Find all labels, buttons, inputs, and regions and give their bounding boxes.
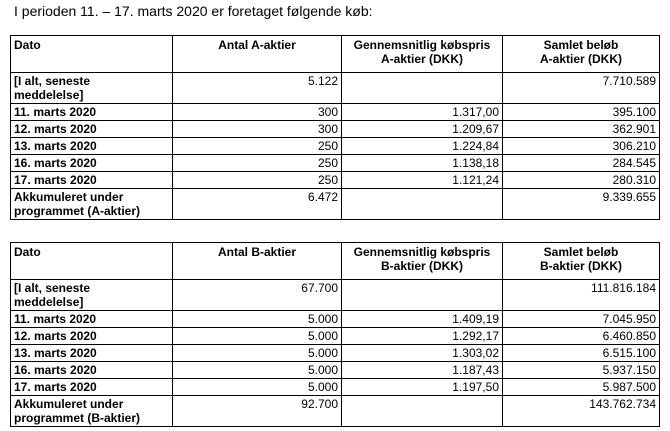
accumulated-shares: 92.700 (173, 396, 342, 427)
row-shares: 250 (173, 155, 342, 172)
accumulated-label-line1: Akkumuleret under (14, 397, 124, 411)
row-shares: 300 (173, 121, 342, 138)
prior-total-label-line2: meddelelse] (14, 295, 84, 309)
row-total-amount: 284.545 (503, 155, 660, 172)
prior-total-label (11, 73, 173, 104)
row-shares: 5.000 (173, 379, 342, 396)
row-total-amount: 7.045.950 (503, 311, 660, 328)
table-row (11, 328, 660, 345)
header-row (11, 36, 660, 73)
row-date: 16. marts 2020 (11, 362, 173, 379)
row-date: 17. marts 2020 (11, 379, 173, 396)
row-total-amount: 6.515.100 (503, 345, 660, 362)
prior-total-label-line1: [I alt, seneste (14, 74, 91, 88)
header-date: Dato (11, 36, 173, 73)
prior-total-row (11, 280, 660, 311)
accumulated-total-row (11, 189, 660, 220)
row-total-amount: 362.901 (503, 121, 660, 138)
header-average-price (342, 36, 503, 73)
row-average-price: 1.224,84 (342, 138, 503, 155)
prior-total-shares: 67.700 (173, 280, 342, 311)
accumulated-total-amount: 9.339.655 (503, 189, 660, 220)
header-average-price-line1: Gennemsnitlig købspris (353, 38, 491, 52)
header-total-amount (503, 36, 660, 73)
intro-text: I perioden 11. – 17. marts 2020 er foretaget følgende køb: (14, 3, 373, 19)
prior-total-amount: 7.710.589 (503, 73, 660, 104)
row-total-amount: 395.100 (503, 104, 660, 121)
row-average-price: 1.138,18 (342, 155, 503, 172)
row-average-price: 1.197,50 (342, 379, 503, 396)
accumulated-label-line2: programmet (B-aktier) (14, 411, 141, 425)
accumulated-label-line2: programmet (A-aktier) (14, 204, 141, 218)
prior-total-shares: 5.122 (173, 73, 342, 104)
row-total-amount: 6.460.850 (503, 328, 660, 345)
prior-total-average-price (342, 73, 503, 104)
header-share-count: Antal A-aktier (173, 36, 342, 73)
row-total-amount: 5.987.500 (503, 379, 660, 396)
accumulated-total-amount: 143.762.734 (503, 396, 660, 427)
header-total-amount-line2: B-aktier (DKK) (539, 259, 622, 273)
header-row (11, 243, 660, 280)
table-row (11, 172, 660, 189)
row-shares: 300 (173, 104, 342, 121)
accumulated-total-row (11, 396, 660, 427)
header-total-amount-line1: Samlet beløb (543, 38, 619, 52)
table-row (11, 345, 660, 362)
row-date: 11. marts 2020 (11, 104, 173, 121)
prior-total-average-price (342, 280, 503, 311)
prior-total-amount: 111.816.184 (503, 280, 660, 311)
row-average-price: 1.121,24 (342, 172, 503, 189)
table-row (11, 379, 660, 396)
table-row (11, 104, 660, 121)
a-shares-purchase-table (10, 35, 660, 220)
row-total-amount: 5.937.150 (503, 362, 660, 379)
row-total-amount: 280.310 (503, 172, 660, 189)
row-total-amount: 306.210 (503, 138, 660, 155)
header-average-price-line2: B-aktier (DKK) (380, 259, 463, 273)
row-shares: 5.000 (173, 362, 342, 379)
table-row (11, 138, 660, 155)
row-shares: 5.000 (173, 328, 342, 345)
accumulated-label-line1: Akkumuleret under (14, 190, 124, 204)
row-date: 17. marts 2020 (11, 172, 173, 189)
row-date: 12. marts 2020 (11, 121, 173, 138)
row-average-price: 1.409,19 (342, 311, 503, 328)
prior-total-label (11, 280, 173, 311)
accumulated-average-price (342, 396, 503, 427)
row-shares: 250 (173, 138, 342, 155)
row-average-price: 1.187,43 (342, 362, 503, 379)
row-date: 13. marts 2020 (11, 138, 173, 155)
row-shares: 5.000 (173, 345, 342, 362)
header-average-price (342, 243, 503, 280)
table-row (11, 155, 660, 172)
row-date: 11. marts 2020 (11, 311, 173, 328)
row-average-price: 1.317,00 (342, 104, 503, 121)
row-average-price: 1.303,02 (342, 345, 503, 362)
accumulated-shares: 6.472 (173, 189, 342, 220)
header-total-amount-line2: A-aktier (DKK) (539, 52, 622, 66)
header-share-count: Antal B-aktier (173, 243, 342, 280)
header-date: Dato (11, 243, 173, 280)
table-row (11, 311, 660, 328)
prior-total-label-line1: [I alt, seneste (14, 281, 91, 295)
header-total-amount-line1: Samlet beløb (543, 245, 619, 259)
prior-total-row (11, 73, 660, 104)
accumulated-label (11, 396, 173, 427)
header-total-amount (503, 243, 660, 280)
header-average-price-line1: Gennemsnitlig købspris (353, 245, 491, 259)
row-average-price: 1.292,17 (342, 328, 503, 345)
row-shares: 5.000 (173, 311, 342, 328)
accumulated-average-price (342, 189, 503, 220)
table-row (11, 362, 660, 379)
row-average-price: 1.209,67 (342, 121, 503, 138)
prior-total-label-line2: meddelelse] (14, 88, 84, 102)
header-average-price-line2: A-aktier (DKK) (380, 52, 463, 66)
b-shares-purchase-table (10, 242, 660, 427)
row-date: 13. marts 2020 (11, 345, 173, 362)
row-date: 16. marts 2020 (11, 155, 173, 172)
accumulated-label (11, 189, 173, 220)
row-shares: 250 (173, 172, 342, 189)
row-date: 12. marts 2020 (11, 328, 173, 345)
table-row (11, 121, 660, 138)
